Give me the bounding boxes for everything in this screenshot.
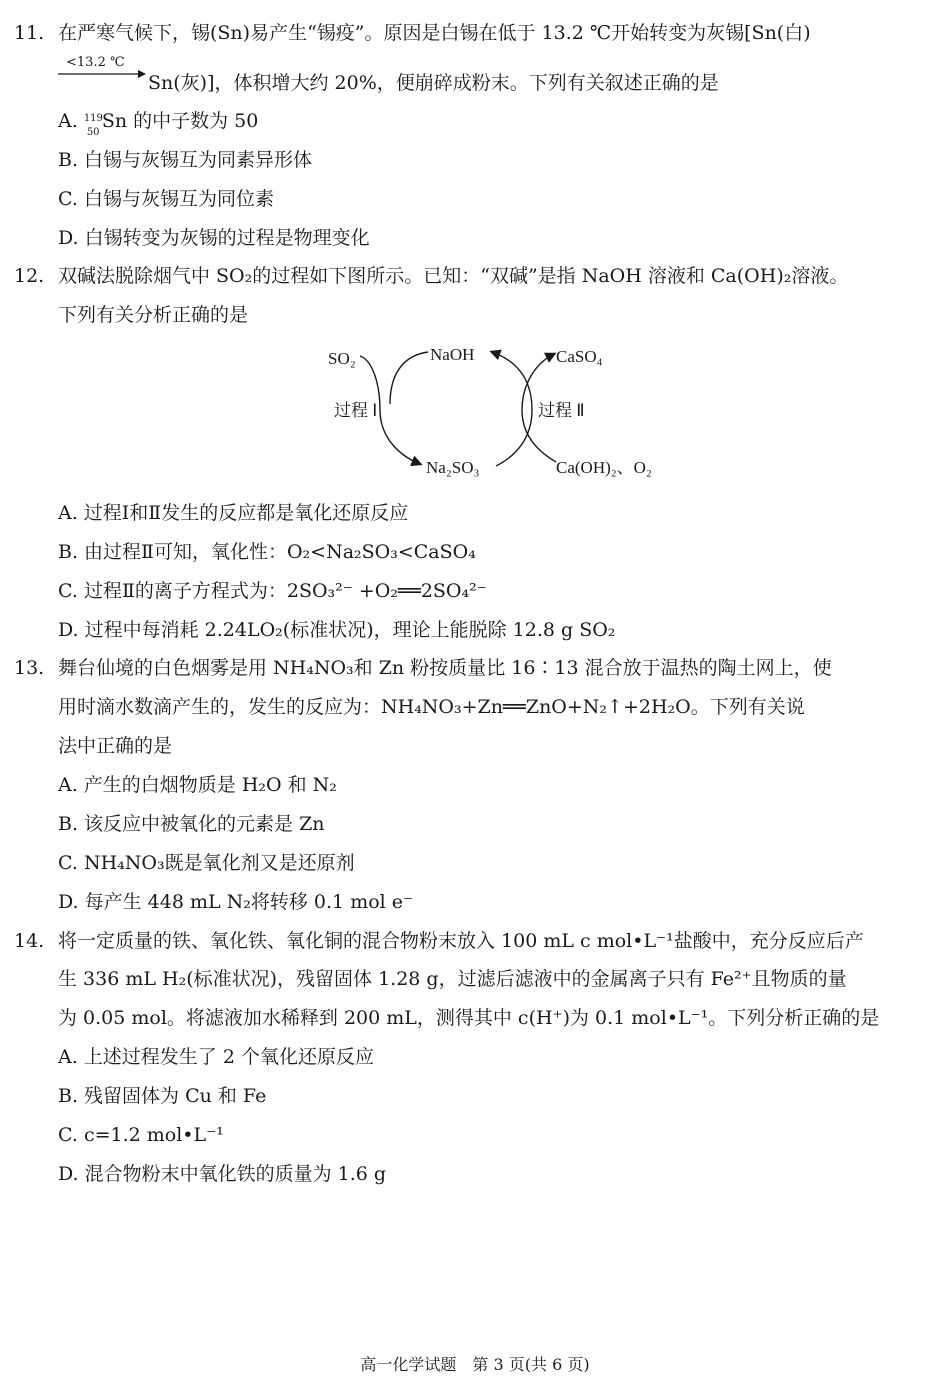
q12-option-b-text: B. 由过程Ⅱ可知，氧化性：O₂<Na₂SO₃<CaSO₄ [58, 541, 476, 563]
q11-atomic-number: 50 [86, 127, 100, 138]
q11-text-1: 在严寒气候下，锡(Sn)易产生“锡疫”。原因是白锡在低于 13.2 ℃开始转变为灰锡[Sn(白) [58, 22, 811, 44]
q12-number: 12. [14, 265, 45, 287]
q14-number: 14. [14, 930, 45, 952]
q11-number: 11. [14, 22, 45, 44]
q12-cycle-diagram [320, 338, 680, 488]
q11-option-a-rest: Sn 的中子数为 50 [101, 110, 259, 132]
right-arrow-icon [58, 67, 148, 81]
q13-option-c-text: C. NH₄NO₃既是氧化剂又是还原剂 [58, 852, 355, 874]
q11-arrow-condition: <13.2 ℃ [66, 55, 125, 70]
q11-isotope-notation [83, 112, 103, 138]
q13-option-b-text: B. 该反应中被氧化的元素是 Zn [58, 813, 325, 835]
q13-option-a-text: A. 产生的白烟物质是 H₂O 和 N₂ [58, 774, 337, 796]
q12-text-1: 双碱法脱除烟气中 SO₂的过程如下图所示。已知：“双碱”是指 NaOH 溶液和 Ca(OH)₂溶液。 [58, 265, 849, 287]
q13-number: 13. [14, 657, 45, 679]
q14-text-3: 为 0.05 mol。将滤液加水稀释到 200 mL，测得其中 c(H⁺)为 0.1 mol•L⁻¹。下列分析正确的是 [58, 1007, 880, 1029]
label-process-2: 过程 Ⅱ [538, 401, 585, 420]
label-process-1: 过程 Ⅰ [334, 401, 378, 420]
label-na2so3: Na₂SO₃ [426, 458, 480, 477]
q11-option-c-text: C. 白锡与灰锡互为同位素 [58, 188, 274, 210]
q12-option-a-text: A. 过程Ⅰ和Ⅱ发生的反应都是氧化还原反应 [58, 502, 409, 524]
q12-text-2: 下列有关分析正确的是 [58, 304, 249, 326]
q11-option-d-text: D. 白锡转变为灰锡的过程是物理变化 [58, 227, 370, 249]
q14-text-2: 生 336 mL H₂(标准状况)，残留固体 1.28 g，过滤后滤液中的金属离子只有 Fe²⁺且物质的量 [58, 968, 847, 990]
q14-option-b-text: B. 残留固体为 Cu 和 Fe [58, 1085, 267, 1107]
q11-text-2: Sn(灰)]，体积增大约 20%，便崩碎成粉末。下列有关叙述正确的是 [148, 72, 719, 94]
q12-option-d-text: D. 过程中每消耗 2.24LO₂(标准状况)，理论上能脱除 12.8 g SO₂ [58, 619, 616, 641]
q14-option-c-text: C. c=1.2 mol•L⁻¹ [58, 1124, 224, 1146]
q14-option-d-text: D. 混合物粉末中氧化铁的质量为 1.6 g [58, 1163, 387, 1185]
q12-option-c-text: C. 过程Ⅱ的离子方程式为：2SO₃²⁻ +O₂══2SO₄²⁻ [58, 580, 487, 602]
q11-option-b-text: B. 白锡与灰锡互为同素异形体 [58, 149, 313, 171]
label-caoh2-o2: Ca(OH)₂、O₂ [556, 458, 652, 477]
q14-option-a-text: A. 上述过程发生了 2 个氧化还原反应 [58, 1046, 374, 1068]
q13-text-2: 用时滴水数滴产生的，发生的反应为：NH₄NO₃+Zn══ZnO+N₂↑+2H₂O。下列有关说 [58, 696, 805, 718]
q13-option-d-text: D. 每产生 448 mL N₂将转移 0.1 mol e⁻ [58, 891, 414, 913]
q11-reaction-arrow [58, 57, 148, 91]
q13-text-3: 法中正确的是 [58, 735, 173, 757]
q14-text-1: 将一定质量的铁、氧化铁、氧化铜的混合物粉末放入 100 mL c mol•L⁻¹盐酸中，充分反应后产 [58, 930, 864, 952]
q11-option-a-prefix: A. [58, 110, 78, 132]
label-caso4: CaSO₄ [556, 347, 603, 366]
q11-option-a-text [58, 108, 259, 138]
q11-mass-number: 119 [83, 113, 103, 124]
label-so2: SO₂ [328, 349, 356, 368]
q13-text-1: 舞台仙境的白色烟雾是用 NH₄NO₃和 Zn 粉按质量比 16∶13 混合放于温热的陶土网上，使 [58, 657, 832, 679]
label-naoh: NaOH [430, 345, 475, 364]
page-footer: 高一化学试题 第 3 页(共 6 页) [360, 1355, 590, 1374]
